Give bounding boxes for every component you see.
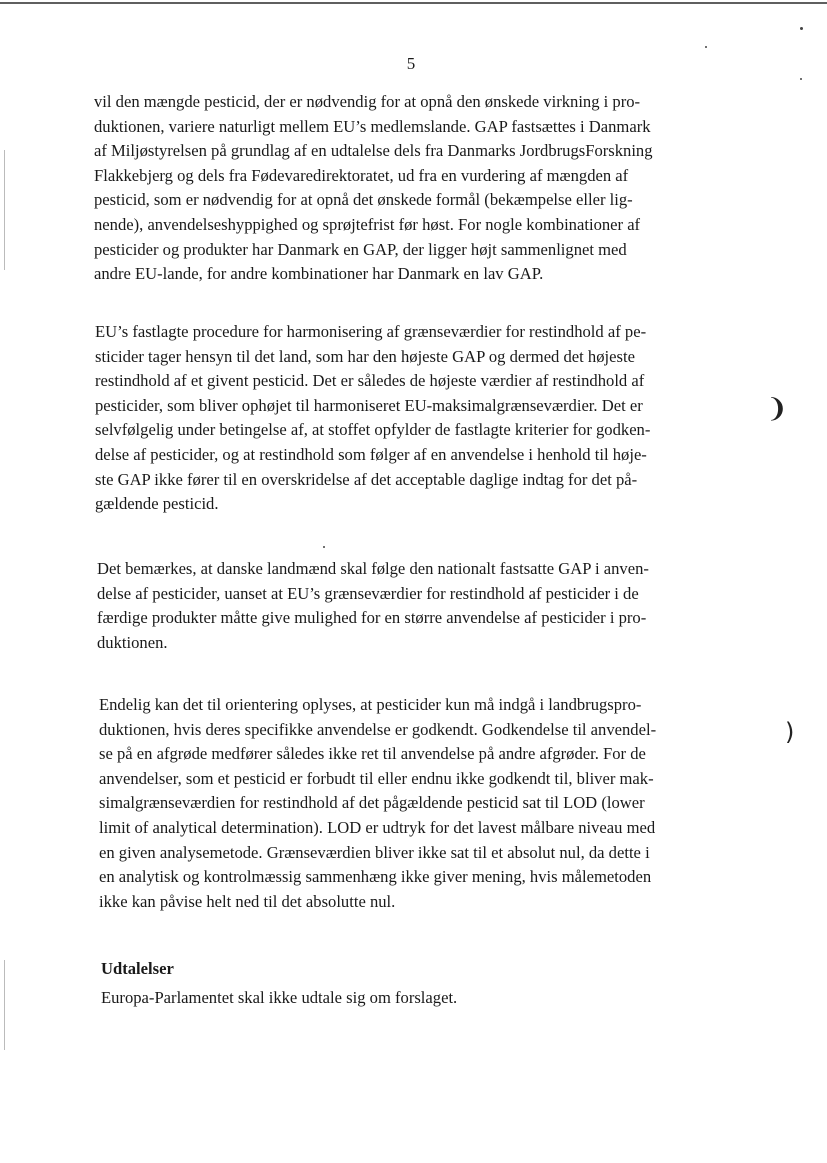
- paragraph-line: Det bemærkes, at danske landmænd skal følge den nationalt fastsatte GAP i anven-: [97, 559, 649, 578]
- paragraph-line: delse af pesticider, og at restindhold som følger af en anvendelse i henhold til høje-: [95, 444, 647, 464]
- paragraph-line: en analytisk og kontrolmæssig sammenhæng ikke giver mening, hvis målemetoden: [99, 867, 652, 887]
- paragraph-line: Endelig kan det til orientering oplyses, at pesticider kun må indgå i landbrugspro-: [99, 695, 642, 714]
- scan-dot: [800, 78, 802, 80]
- paragraph-line: duktionen, variere naturligt mellem EU’s medlemslande. GAP fastsættes i Danmark: [94, 116, 651, 136]
- page-number: 5: [406, 54, 416, 73]
- paragraph-line: sticider tager hensyn til det land, som har den højeste GAP og dermed det højeste: [95, 346, 635, 366]
- paragraph-line: duktionen, hvis deres specifikke anvendelse er godkendt. Godkendelse til anvendel-: [99, 719, 657, 739]
- top-border-line: [0, 2, 827, 4]
- paragraph-line: vil den mængde pesticid, der er nødvendig for at opnå den ønskede virkning i pro-: [94, 92, 641, 111]
- paragraph-line: færdige produkter måtte give mulighed for en større anvendelse af pesticider i pro-: [97, 608, 647, 628]
- paragraph-line: limit of analytical determination). LOD er udtryk for det lavest målbare niveau med: [99, 817, 656, 837]
- paragraph-line: pesticider, som bliver ophøjet til harmoniseret EU-maksimalgrænseværdier. Det er: [95, 395, 643, 415]
- scan-dot: [800, 27, 803, 30]
- paragraph-line: se på en afgrøde medfører således ikke ret til anvendelse på andre afgrøder. For de: [99, 744, 646, 764]
- paragraph-line: en given analysemetode. Grænseværdien bliver ikke sat til et absolut nul, da dette i: [99, 842, 650, 862]
- paragraph-line: Flakkebjerg og dels fra Fødevaredirektoratet, ud fra en vurdering af mængden af: [94, 165, 629, 185]
- paragraph-line: pesticider og produkter har Danmark en GAP, der ligger højt sammenlignet med: [94, 239, 627, 259]
- paragraph-line: nende), anvendelseshyppighed og sprøjtefrist før høst. For nogle kombinationer af: [94, 214, 641, 234]
- paragraph-4: [99, 693, 656, 914]
- paragraph-line: gældende pesticid.: [95, 494, 219, 514]
- paragraph-line: EU’s fastlagte procedure for harmonisering af grænseværdier for restindhold af pe-: [95, 322, 647, 341]
- paragraph-line: ste GAP ikke fører til en overskridelse af det acceptable daglige indtag for det på-: [95, 469, 638, 489]
- scan-dot: [705, 46, 707, 48]
- paragraph-line: andre EU-lande, for andre kombinationer har Danmark en lav GAP.: [94, 264, 544, 284]
- paragraph-1: [94, 90, 653, 287]
- paragraph-line: delse af pesticider, uanset at EU’s grænseværdier for restindhold af pesticider i de: [97, 583, 639, 603]
- section-text: Europa-Parlamentet skal ikke udtale sig om forslaget.: [101, 988, 458, 1007]
- margin-bracket-mark: ): [785, 718, 795, 746]
- scan-edge-line: [4, 960, 5, 1050]
- paragraph-3: [97, 557, 649, 655]
- paragraph-2: [95, 320, 650, 517]
- scan-dot: [323, 546, 325, 548]
- paragraph-line: selvfølgelig under betingelse af, at stoffet opfylder de fastlagte kriterier for godken-: [95, 420, 651, 440]
- paragraph-line: simalgrænseværdien for restindhold af det pågældende pesticid sat til LOD (lower: [99, 793, 645, 813]
- margin-bracket-mark: ❩: [766, 394, 788, 424]
- paragraph-line: restindhold af et givent pesticid. Det er således de højeste værdier af restindhold af: [95, 371, 645, 391]
- paragraph-line: anvendelser, som et pesticid er forbudt til eller endnu ikke godkendt til, bliver mak-: [99, 768, 654, 788]
- section-heading: Udtalelser: [101, 959, 174, 978]
- scan-edge-line: [4, 150, 5, 270]
- paragraph-line: ikke kan påvise helt ned til det absolutte nul.: [99, 891, 396, 911]
- paragraph-line: af Miljøstyrelsen på grundlag af en udtalelse dels fra Danmarks JordbrugsForskning: [94, 141, 653, 161]
- paragraph-line: duktionen.: [97, 632, 168, 652]
- paragraph-line: pesticid, som er nødvendig for at opnå det ønskede formål (bekæmpelse eller lig-: [94, 190, 633, 210]
